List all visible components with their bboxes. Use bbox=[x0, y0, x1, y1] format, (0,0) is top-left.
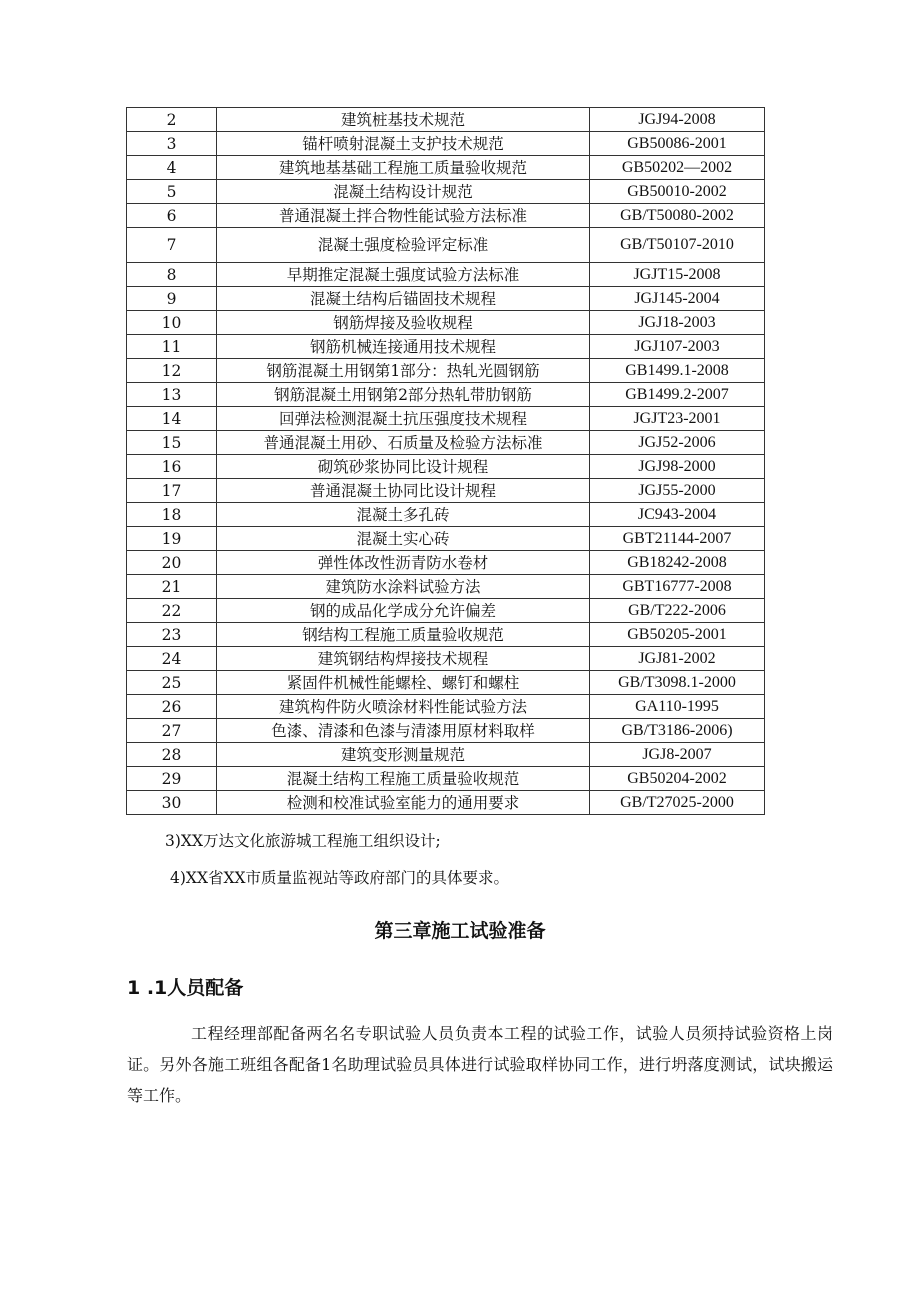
standard-name: 混凝土结构设计规范 bbox=[217, 180, 590, 204]
table-row bbox=[127, 108, 765, 132]
standard-name: 混凝土结构后锚固技术规程 bbox=[217, 287, 590, 311]
table-row bbox=[127, 791, 765, 815]
standard-name: 锚杆喷射混凝土支护技术规范 bbox=[217, 132, 590, 156]
standard-code: JGJ18-2003 bbox=[590, 311, 765, 335]
standard-name: 混凝土结构工程施工质量验收规范 bbox=[217, 767, 590, 791]
standard-name: 色漆、清漆和色漆与清漆用原材料取样 bbox=[217, 719, 590, 743]
row-number: 21 bbox=[127, 575, 217, 599]
row-number: 5 bbox=[127, 180, 217, 204]
standard-code: JGJ55-2000 bbox=[590, 479, 765, 503]
section-title: 1 .1人员配备 bbox=[127, 977, 244, 999]
chapter-title: 第三章施工试验准备 bbox=[374, 920, 546, 942]
row-number: 19 bbox=[127, 527, 217, 551]
table-row bbox=[127, 228, 765, 263]
standard-code: JGJT15-2008 bbox=[590, 263, 765, 287]
standard-code: GB1499.2-2007 bbox=[590, 383, 765, 407]
standard-code: GB/T3098.1-2000 bbox=[590, 671, 765, 695]
row-number: 6 bbox=[127, 204, 217, 228]
standard-name: 钢筋混凝土用钢第2部分热轧带肋钢筋 bbox=[217, 383, 590, 407]
table-row bbox=[127, 335, 765, 359]
table-row bbox=[127, 623, 765, 647]
table-row bbox=[127, 359, 765, 383]
table-row bbox=[127, 455, 765, 479]
standard-name: 钢筋焊接及验收规程 bbox=[217, 311, 590, 335]
standard-name: 建筑桩基技术规范 bbox=[217, 108, 590, 132]
standards-table bbox=[126, 107, 765, 815]
standard-name: 钢筋机械连接通用技术规程 bbox=[217, 335, 590, 359]
standard-code: JGJ8-2007 bbox=[590, 743, 765, 767]
standard-name: 检测和校准试验室能力的通用要求 bbox=[217, 791, 590, 815]
row-number: 10 bbox=[127, 311, 217, 335]
standard-code: GB18242-2008 bbox=[590, 551, 765, 575]
table-row bbox=[127, 575, 765, 599]
standard-code: GB1499.1-2008 bbox=[590, 359, 765, 383]
standard-name: 混凝土强度检验评定标准 bbox=[217, 228, 590, 263]
standard-code: GB/T27025-2000 bbox=[590, 791, 765, 815]
row-number: 23 bbox=[127, 623, 217, 647]
row-number: 18 bbox=[127, 503, 217, 527]
standard-code: GB/T50107-2010 bbox=[590, 228, 765, 263]
standard-name: 建筑变形测量规范 bbox=[217, 743, 590, 767]
row-number: 22 bbox=[127, 599, 217, 623]
table-row bbox=[127, 156, 765, 180]
standard-name: 普通混凝土协同比设计规程 bbox=[217, 479, 590, 503]
standard-name: 紧固件机械性能螺栓、螺钉和螺柱 bbox=[217, 671, 590, 695]
table-row bbox=[127, 695, 765, 719]
row-number: 7 bbox=[127, 228, 217, 263]
table-row bbox=[127, 263, 765, 287]
standard-name: 普通混凝土拌合物性能试验方法标准 bbox=[217, 204, 590, 228]
standard-code: GBT16777-2008 bbox=[590, 575, 765, 599]
standards-table-body bbox=[127, 108, 765, 815]
standard-code: JGJ81-2002 bbox=[590, 647, 765, 671]
standard-code: JGJ107-2003 bbox=[590, 335, 765, 359]
row-number: 27 bbox=[127, 719, 217, 743]
row-number: 9 bbox=[127, 287, 217, 311]
table-row bbox=[127, 599, 765, 623]
row-number: 29 bbox=[127, 767, 217, 791]
standard-name: 建筑构件防火喷涂材料性能试验方法 bbox=[217, 695, 590, 719]
table-row bbox=[127, 431, 765, 455]
row-number: 16 bbox=[127, 455, 217, 479]
row-number: 3 bbox=[127, 132, 217, 156]
row-number: 11 bbox=[127, 335, 217, 359]
standard-code: JGJ145-2004 bbox=[590, 287, 765, 311]
row-number: 13 bbox=[127, 383, 217, 407]
standard-code: GB50205-2001 bbox=[590, 623, 765, 647]
row-number: 17 bbox=[127, 479, 217, 503]
table-row bbox=[127, 311, 765, 335]
standard-code: GB50204-2002 bbox=[590, 767, 765, 791]
standard-code: GB50202—2002 bbox=[590, 156, 765, 180]
table-row bbox=[127, 180, 765, 204]
row-number: 26 bbox=[127, 695, 217, 719]
standard-name: 砌筑砂浆协同比设计规程 bbox=[217, 455, 590, 479]
row-number: 15 bbox=[127, 431, 217, 455]
table-row bbox=[127, 671, 765, 695]
table-row bbox=[127, 647, 765, 671]
reference-item-4: 4)XX省XX市质量监视站等政府部门的具体要求。 bbox=[170, 869, 510, 887]
body-paragraph: 工程经理部配备两名名专职试验人员负责本工程的试验工作，试验人员须持试验资格上岗证。另外各施工班组各配备1名助理试验员具体进行试验取样协同工作，进行坍落度测试，试块搬运等工作。 bbox=[127, 1024, 833, 1105]
row-number: 30 bbox=[127, 791, 217, 815]
table-row bbox=[127, 407, 765, 431]
table-row bbox=[127, 743, 765, 767]
row-number: 14 bbox=[127, 407, 217, 431]
row-number: 12 bbox=[127, 359, 217, 383]
standard-name: 钢结构工程施工质量验收规范 bbox=[217, 623, 590, 647]
standard-name: 钢筋混凝土用钢第1部分：热轧光圆钢筋 bbox=[217, 359, 590, 383]
table-row bbox=[127, 503, 765, 527]
row-number: 25 bbox=[127, 671, 217, 695]
standard-name: 建筑防水涂料试验方法 bbox=[217, 575, 590, 599]
standard-code: JC943-2004 bbox=[590, 503, 765, 527]
table-row bbox=[127, 767, 765, 791]
table-row bbox=[127, 204, 765, 228]
table-row bbox=[127, 287, 765, 311]
row-number: 2 bbox=[127, 108, 217, 132]
standard-code: GA110-1995 bbox=[590, 695, 765, 719]
standard-name: 建筑地基基础工程施工质量验收规范 bbox=[217, 156, 590, 180]
row-number: 24 bbox=[127, 647, 217, 671]
standard-name: 混凝土多孔砖 bbox=[217, 503, 590, 527]
reference-item-3: 3)XX万达文化旅游城工程施工组织设计; bbox=[165, 832, 441, 850]
table-row bbox=[127, 132, 765, 156]
standard-code: GB/T222-2006 bbox=[590, 599, 765, 623]
standard-name: 普通混凝土用砂、石质量及检验方法标准 bbox=[217, 431, 590, 455]
standard-name: 弹性体改性沥青防水卷材 bbox=[217, 551, 590, 575]
table-row bbox=[127, 479, 765, 503]
standard-code: JGJT23-2001 bbox=[590, 407, 765, 431]
standard-name: 混凝土实心砖 bbox=[217, 527, 590, 551]
standard-code: GB50010-2002 bbox=[590, 180, 765, 204]
standard-code: GB/T3186-2006) bbox=[590, 719, 765, 743]
row-number: 20 bbox=[127, 551, 217, 575]
standard-code: JGJ98-2000 bbox=[590, 455, 765, 479]
table-row bbox=[127, 719, 765, 743]
standard-name: 回弹法检测混凝土抗压强度技术规程 bbox=[217, 407, 590, 431]
row-number: 4 bbox=[127, 156, 217, 180]
row-number: 8 bbox=[127, 263, 217, 287]
standard-code: GB/T50080-2002 bbox=[590, 204, 765, 228]
standard-name: 早期推定混凝土强度试验方法标准 bbox=[217, 263, 590, 287]
standard-code: JGJ94-2008 bbox=[590, 108, 765, 132]
table-row bbox=[127, 383, 765, 407]
table-row bbox=[127, 527, 765, 551]
standard-code: JGJ52-2006 bbox=[590, 431, 765, 455]
standard-name: 钢的成品化学成分允许偏差 bbox=[217, 599, 590, 623]
row-number: 28 bbox=[127, 743, 217, 767]
standard-code: GBT21144-2007 bbox=[590, 527, 765, 551]
standard-name: 建筑钢结构焊接技术规程 bbox=[217, 647, 590, 671]
standard-code: GB50086-2001 bbox=[590, 132, 765, 156]
table-row bbox=[127, 551, 765, 575]
